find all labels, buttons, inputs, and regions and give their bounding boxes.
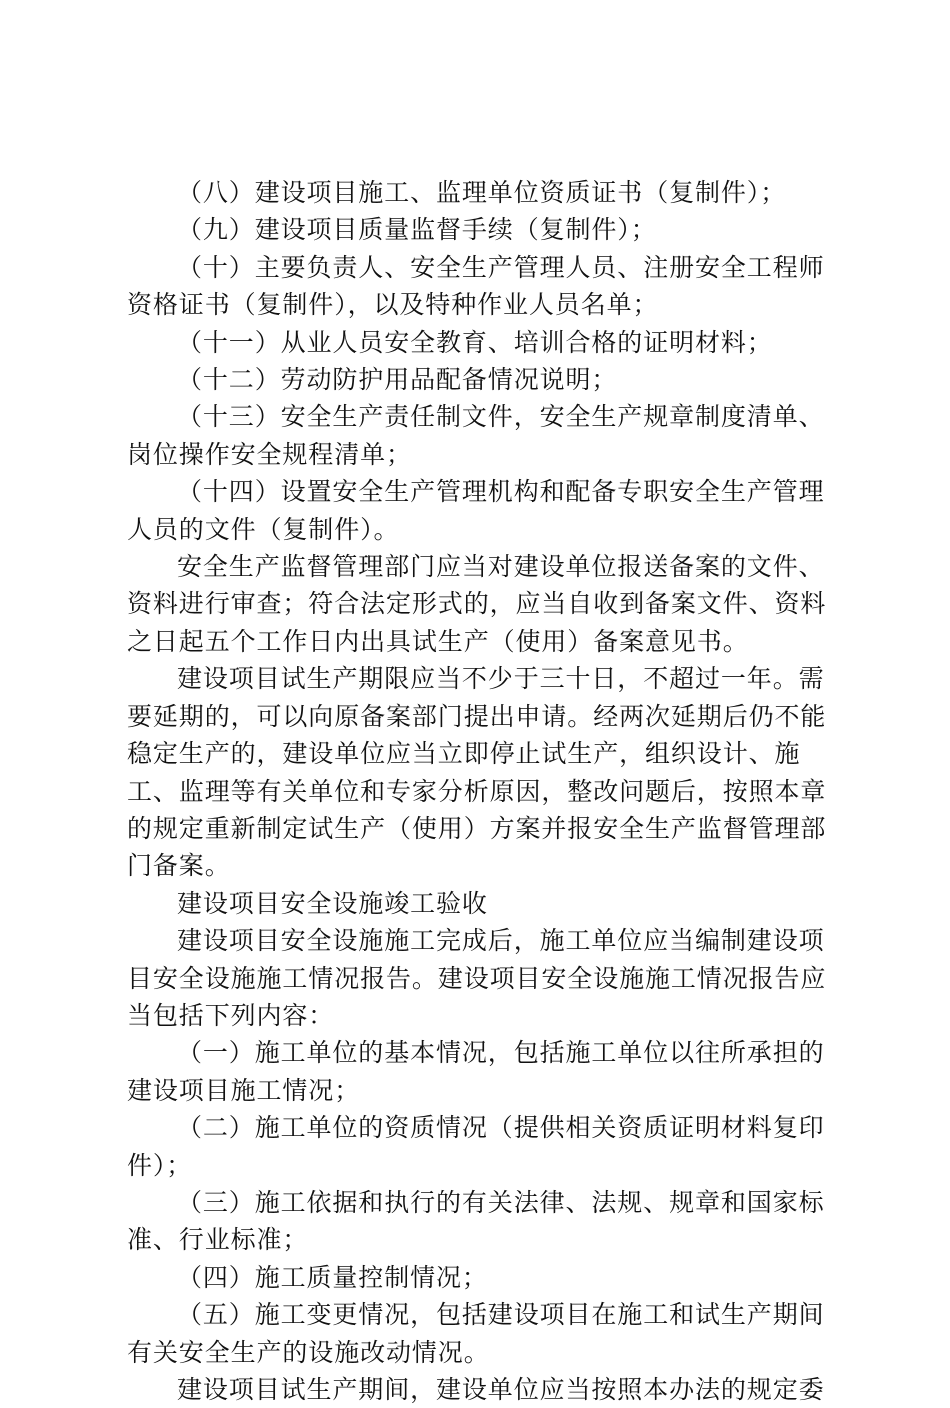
report-item-2-qualifications: （二）施工单位的资质情况（提供相关资质证明材料复印件）； <box>127 1113 825 1180</box>
list-item-10-personnel-certificates: （十）主要负责人、安全生产管理人员、注册安全工程师资格证书（复制件），以及特种作业人员名单； <box>127 252 825 320</box>
list-item-13-responsibility-documents: （十三）安全生产责任制文件，安全生产规章制度清单、岗位操作安全规程清单； <box>127 402 825 469</box>
paragraph-trial-production-period: 建设项目试生产期限应当不少于三十日，不超过一年。需要延期的，可以向原备案部门提出申请。经两次延期后仍不能稳定生产的，建设单位应当立即停止试生产，组织设计、施工、监理等有关单位和专家分析原因，整改问题后，按照本章的规定重新制定试生产（使用）方案并报安全生产监督管理部门备案。 <box>127 664 827 881</box>
list-item-14-management-organization: （十四）设置安全生产管理机构和配备专职安全生产管理人员的文件（复制件）。 <box>127 477 825 544</box>
list-item-8-qualification-certificates: （八）建设项目施工、监理单位资质证书（复制件）； <box>177 178 787 207</box>
report-item-3-legal-basis: （三）施工依据和执行的有关法律、法规、规章和国家标准、行业标准； <box>127 1187 825 1255</box>
document-body <box>127 174 847 1408</box>
list-item-12-protective-equipment: （十二）劳动防护用品配备情况说明； <box>177 365 618 395</box>
list-item-9-quality-supervision: （九）建设项目质量监督手续（复制件）； <box>177 215 657 245</box>
report-item-4-quality-control: （四）施工质量控制情况； <box>177 1262 488 1292</box>
section-heading-completion-acceptance: 建设项目安全设施竣工验收 <box>177 888 488 918</box>
report-item-1-basic-info: （一）施工单位的基本情况，包括施工单位以往所承担的建设项目施工情况； <box>127 1038 825 1105</box>
list-item-11-safety-training: （十一）从业人员安全教育、培训合格的证明材料； <box>177 327 773 357</box>
paragraph-construction-report: 建设项目安全设施施工完成后，施工单位应当编制建设项目安全设施施工情况报告。建设项目安全设施施工情况报告应当包括下列内容： <box>127 926 827 1030</box>
paragraph-trial-production-entrust: 建设项目试生产期间，建设单位应当按照本办法的规定委 <box>177 1375 825 1404</box>
paragraph-review-filing: 安全生产监督管理部门应当对建设单位报送备案的文件、资料进行审查；符合法定形式的，应当自收到备案文件、资料之日起五个工作日内出具试生产（使用）备案意见书。 <box>127 552 827 656</box>
report-item-5-changes: （五）施工变更情况，包括建设项目在施工和试生产期间有关安全生产的设施改动情况。 <box>127 1300 825 1367</box>
